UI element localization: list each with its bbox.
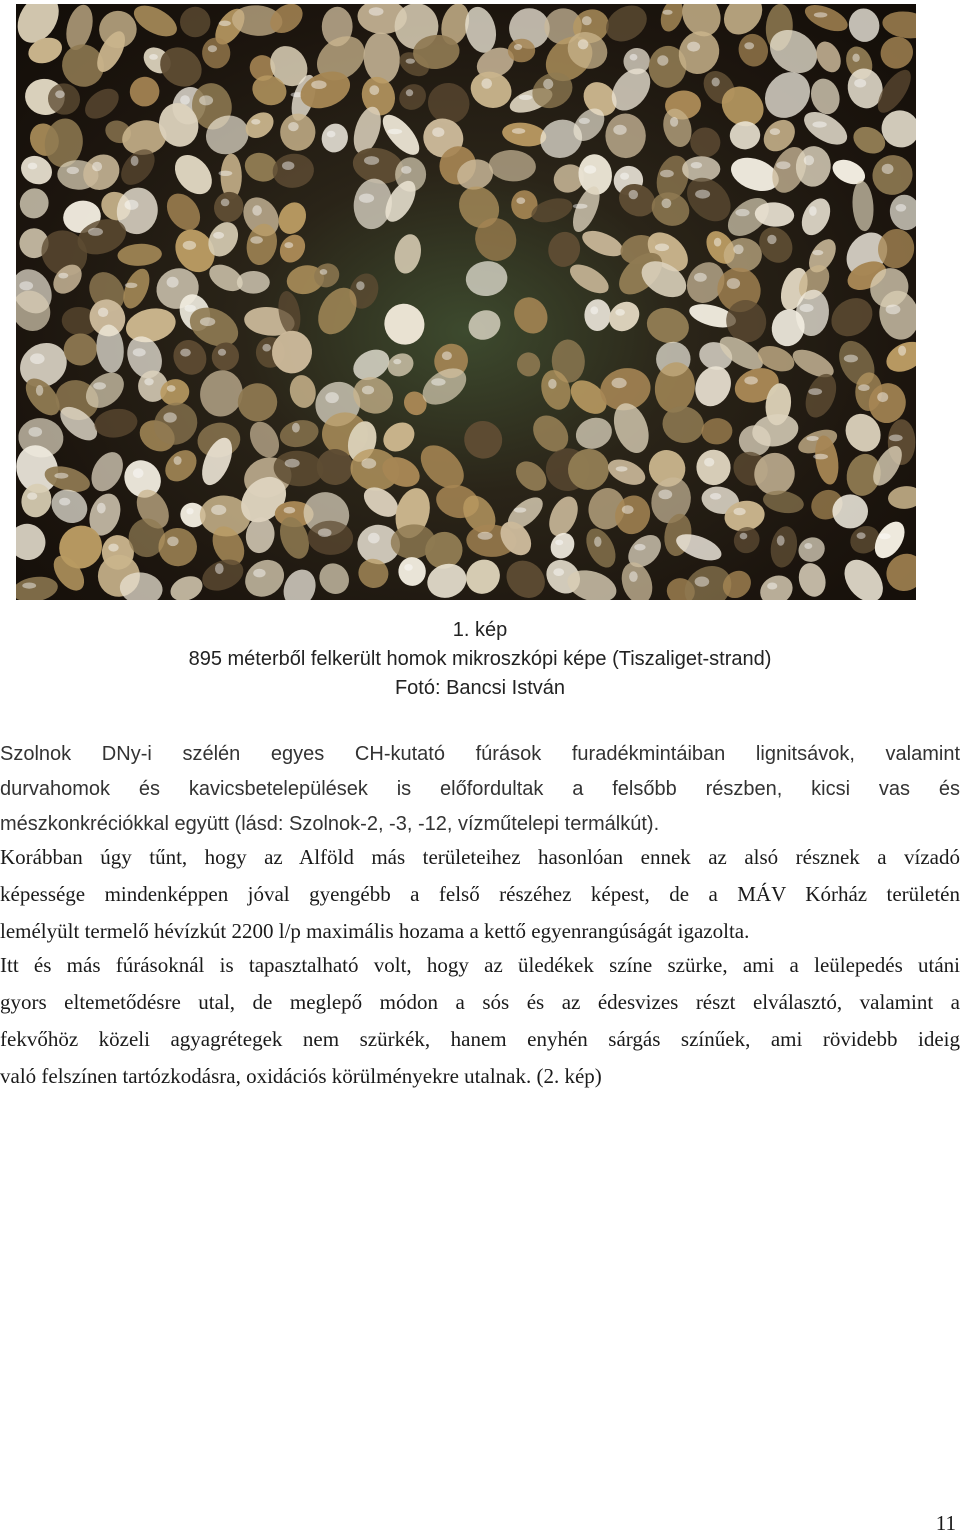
sand-grain (584, 299, 611, 332)
sand-grain (501, 120, 548, 149)
grain-highlight (812, 121, 826, 127)
sand-grain (837, 552, 891, 600)
grain-highlight (200, 317, 215, 326)
sand-grain (124, 71, 166, 113)
sand-grain (313, 558, 355, 600)
grain-highlight (735, 209, 749, 216)
grain-highlight (221, 199, 230, 207)
grain-highlight (579, 118, 590, 124)
grain-highlight (133, 468, 144, 478)
sand-grain (152, 39, 209, 94)
sand-grain (696, 449, 731, 486)
grain-highlight (886, 305, 901, 315)
grain-highlight (361, 458, 376, 468)
sand-grain (196, 366, 248, 421)
grain-highlight (854, 79, 866, 88)
grain-highlight (55, 90, 65, 98)
sand-grain (881, 9, 916, 41)
grain-highlight (704, 458, 714, 467)
grain-highlight (167, 537, 178, 547)
sand-grain (689, 360, 738, 412)
grain-highlight (813, 454, 828, 460)
sand-grain (394, 79, 431, 115)
grain-highlight (28, 163, 38, 170)
sand-grain (398, 556, 427, 586)
grain-highlight (320, 269, 328, 275)
sand-grain (279, 112, 317, 152)
sand-grain (685, 123, 725, 162)
sand-grain (728, 120, 761, 151)
grain-highlight (800, 304, 814, 312)
grain-highlight (186, 508, 193, 514)
grain-highlight (804, 543, 812, 549)
paragraph-2-line: képessége mindenképpen jóval gyengébb a felső részéhez képest, de a MÁV Kórház területén (0, 882, 960, 906)
sand-grain (271, 151, 316, 190)
grain-highlight (59, 498, 70, 506)
grain-highlight (877, 392, 888, 402)
paragraph-1-line: Szolnok DNy-i szélén egyes CH-kutató fúrások furadékmintáiban lignitsávok, valamint (0, 743, 960, 765)
grain-highlight (180, 95, 190, 104)
grain-highlight (250, 236, 263, 243)
sand-grain (384, 349, 418, 380)
grain-highlight (710, 493, 721, 500)
sand-grain (117, 243, 162, 267)
grain-highlight (555, 540, 563, 546)
grain-highlight (879, 533, 891, 539)
grain-highlight (131, 156, 139, 166)
sand-grain (508, 291, 554, 339)
grain-highlight (144, 378, 153, 385)
grain-highlight (629, 190, 638, 199)
grain-highlight (30, 353, 45, 364)
grain-highlight (543, 79, 553, 89)
sand-grain (167, 148, 219, 202)
sand-grain (464, 259, 510, 299)
sand-grain (463, 305, 505, 346)
grain-highlight (727, 278, 740, 289)
grain-highlight (594, 537, 601, 547)
grain-highlight (553, 568, 564, 576)
grain-highlight (770, 128, 780, 135)
grain-highlight (393, 359, 401, 364)
figure-number: 1. kép (452, 619, 508, 641)
grain-highlight (167, 277, 179, 288)
paragraph-1-line: durvahomok és kavicsbetelepülések is előfordultak a felsőbb részben, kicsi vas és (0, 778, 960, 800)
grain-highlight (804, 155, 814, 165)
grain-highlight (519, 95, 532, 100)
grain-highlight (740, 533, 748, 540)
grain-highlight (325, 392, 339, 403)
grain-highlight (852, 54, 859, 62)
grain-highlight (814, 12, 828, 17)
grain-highlight (808, 388, 822, 395)
sand-grain (565, 259, 613, 299)
sand-grain (603, 296, 645, 338)
sand-grain (851, 180, 875, 232)
grain-highlight (660, 170, 674, 178)
grain-highlight (670, 117, 678, 127)
grain-highlight (284, 507, 296, 514)
sand-grain (459, 553, 507, 600)
sand-grain (278, 565, 321, 600)
sand-grain (768, 524, 801, 569)
sand-grain (160, 187, 207, 236)
grain-highlight (767, 583, 777, 590)
grain-highlight (54, 473, 68, 479)
grain-highlight (213, 232, 224, 239)
grain-highlight (369, 7, 384, 16)
grain-highlight (432, 127, 444, 137)
sand-grain (580, 524, 621, 573)
paragraph-3-line: Itt és más fúrásoknál is tapasztalható volt, hogy az üledékek színe szürke, ami a leülepedés utáni (0, 953, 960, 977)
grain-highlight (629, 571, 638, 582)
sand-grain (510, 455, 552, 496)
grain-highlight (695, 577, 710, 587)
grain-highlight (806, 436, 818, 441)
grain-highlight (630, 54, 638, 61)
sand-grain (886, 192, 916, 234)
grain-highlight (776, 161, 790, 169)
grain-highlight (857, 532, 866, 539)
sand-grain (16, 517, 52, 567)
grain-highlight (199, 95, 213, 105)
sand-grain (457, 414, 509, 465)
grain-highlight (620, 173, 629, 180)
grain-highlight (208, 45, 217, 52)
grain-highlight (516, 197, 525, 204)
grain-highlight (292, 423, 300, 433)
page-number: 11 (935, 1511, 956, 1535)
grain-highlight (889, 435, 903, 442)
grain-highlight (98, 308, 108, 317)
grain-highlight (211, 505, 226, 515)
sand-grain (735, 31, 771, 70)
grain-highlight (896, 204, 907, 212)
grain-highlight (590, 306, 598, 314)
grain-highlight (442, 351, 452, 360)
grain-highlight (282, 161, 294, 170)
grain-highlight (712, 78, 720, 87)
sand-grain (244, 417, 285, 463)
sand-grain (604, 454, 649, 489)
grain-highlight (401, 166, 411, 174)
sand-grain (167, 572, 206, 600)
grain-highlight (634, 544, 645, 551)
grain-highlight (180, 349, 191, 357)
grain-highlight (251, 119, 260, 125)
grain-highlight (97, 503, 106, 514)
grain-highlight (616, 466, 628, 471)
grain-highlight (253, 569, 265, 578)
sand-grain (16, 184, 53, 222)
grain-highlight (514, 507, 527, 512)
grain-highlight (167, 385, 176, 392)
grain-highlight (406, 89, 413, 96)
grain-highlight (185, 305, 196, 312)
sand-grain (318, 120, 351, 155)
paragraph-2 (0, 839, 960, 950)
grain-highlight (767, 235, 776, 244)
grain-highlight (93, 382, 106, 389)
sand-grain (807, 75, 844, 118)
figure-description: 895 méterből felkerült homok mikroszkópi képe (Tiszaliget-strand) (188, 648, 772, 670)
sand-grain (546, 528, 579, 562)
sand-grain (700, 417, 733, 446)
sand-grain (361, 31, 402, 85)
grain-highlight (578, 39, 589, 49)
grain-highlight (622, 505, 634, 514)
sand-grain (274, 198, 312, 239)
grain-highlight (284, 242, 293, 248)
sand-grain (118, 265, 155, 312)
sand-grain (657, 4, 687, 34)
paragraph-2-line: lemélyült termelő hévízkút 2200 l/p maximális hozama a kettő egyenrangúságát igazolta. (0, 919, 750, 943)
grain-highlight (219, 21, 231, 27)
grain-highlight (163, 412, 176, 422)
sand-grain (579, 226, 627, 262)
grain-highlight (356, 281, 364, 290)
sand-grain (571, 413, 616, 454)
grain-highlight (573, 204, 588, 209)
sand-grain (794, 533, 828, 566)
sand-grain (209, 187, 249, 228)
sand-grain (16, 574, 60, 600)
grain-highlight (662, 199, 672, 209)
grain-highlight (67, 167, 79, 174)
grain-highlight (252, 205, 262, 215)
sand-grain (795, 560, 830, 600)
sand-grain (391, 232, 424, 276)
sand-grain (716, 4, 770, 42)
grain-highlight (691, 162, 702, 168)
grain-highlight (19, 281, 33, 290)
grain-highlight (368, 533, 380, 544)
sand-grain (599, 4, 653, 49)
grain-highlight (318, 528, 332, 537)
grain-highlight (695, 190, 710, 199)
sand-grain (846, 6, 883, 45)
grain-highlight (327, 131, 336, 138)
grain-highlight (406, 59, 415, 64)
grain-highlight (898, 346, 906, 356)
grain-highlight (714, 238, 721, 247)
sand-grain (488, 148, 537, 182)
sand-grain (237, 383, 278, 423)
sand-grain (423, 559, 472, 600)
grain-highlight (478, 532, 493, 540)
grain-highlight (125, 283, 138, 288)
grain-highlight (369, 85, 379, 95)
grain-highlight (262, 344, 271, 352)
grain-highlight (655, 244, 669, 252)
sand-grain (887, 485, 916, 511)
grain-highlight (744, 376, 758, 384)
sand-grain (271, 329, 314, 374)
grain-highlight (219, 171, 233, 176)
grain-highlight (777, 535, 785, 545)
sand-grain (466, 66, 517, 114)
grain-highlight (108, 544, 118, 552)
sand-grain (643, 303, 693, 348)
paragraph-3-line: gyors eltemetődésre utal, de meglepő módon a sós és az édesvizes részt elválasztó, valamint a (0, 990, 960, 1014)
sand-grain (175, 4, 215, 42)
paragraph-1 (0, 737, 960, 842)
grain-highlight (92, 162, 102, 172)
sand-micrograph-photo (16, 4, 916, 600)
sand-grain (796, 194, 836, 240)
grain-highlight (612, 378, 627, 388)
sand-grain (238, 552, 291, 600)
grain-highlight (387, 129, 402, 134)
grain-highlight (174, 456, 182, 465)
grain-highlight (88, 228, 103, 236)
sand-grain (93, 406, 140, 440)
grain-highlight (36, 385, 43, 396)
grain-highlight (404, 564, 413, 571)
sand-grain (129, 4, 182, 43)
paragraph-3-line: fekvőhöz közeli agyagrétegek nem szürkék, hanem enyhén sárgás színűek, ami rövidebb ideig (0, 1027, 960, 1051)
paragraph-2-line: Korábban úgy tűnt, hogy az Alföld más területeihez hasonlóan ennek az alsó résznek a vízadó (0, 845, 960, 869)
paragraph-3 (0, 947, 960, 1095)
grain-highlight (27, 492, 37, 499)
grain-highlight (311, 80, 326, 89)
figure-credit: Fotó: Bancsi István (394, 677, 566, 699)
grain-highlight (285, 459, 300, 468)
sand-grain (881, 336, 916, 378)
grain-highlight (809, 206, 817, 216)
sand-grain (864, 147, 916, 203)
grain-highlight (215, 563, 224, 574)
sand-grain (499, 553, 552, 600)
grain-highlight (362, 386, 374, 395)
grain-highlight (858, 384, 870, 391)
grain-highlight (844, 355, 858, 363)
grain-highlight (734, 508, 746, 516)
sand-grain (76, 147, 127, 197)
sand-grain (832, 494, 868, 528)
grain-highlight (359, 194, 374, 203)
grain-highlight (687, 42, 700, 52)
grain-highlight (133, 348, 146, 356)
sand-grain (545, 229, 584, 271)
grain-highlight (58, 273, 68, 279)
sand-grain (277, 416, 321, 450)
paragraph-1-line: mészkonkréciókkal együtt (lásd: Szolnok-2, -3, -12, vízműtelepi termálkút). (0, 813, 660, 835)
grain-highlight (288, 122, 299, 131)
grain-highlight (694, 273, 707, 282)
sand-grain (85, 447, 129, 497)
sand-grain (515, 350, 543, 379)
grain-highlight (657, 55, 668, 65)
grain-highlight (882, 164, 894, 174)
grain-highlight (663, 10, 673, 15)
grain-highlight (183, 241, 196, 250)
grain-highlight (125, 200, 139, 210)
sand-grain (605, 113, 646, 158)
grain-highlight (481, 78, 492, 88)
grain-highlight (149, 54, 158, 60)
sand-grain (62, 332, 98, 367)
grain-highlight (744, 42, 754, 49)
sand-grains-illustration (16, 4, 916, 600)
sand-grain (287, 373, 318, 410)
grain-highlight (615, 309, 625, 316)
sand-grain (824, 290, 880, 344)
sand-grain (377, 297, 431, 351)
sand-grain (45, 483, 94, 530)
sand-grain (801, 4, 851, 37)
grain-highlight (582, 16, 592, 25)
grain-highlight (514, 44, 522, 50)
grain-highlight (431, 378, 445, 386)
sand-grain (79, 83, 124, 125)
grain-highlight (584, 165, 596, 173)
grain-highlight (364, 156, 379, 165)
grain-highlight (733, 245, 743, 255)
grain-highlight (512, 128, 525, 134)
paragraph-3-line: való felszínen tartózkodásra, oxidációs körülményekre utalnak. (2. kép) (0, 1064, 602, 1088)
sand-grain (275, 230, 310, 267)
sand-grain (800, 369, 842, 422)
grain-highlight (22, 583, 36, 589)
sand-grain (237, 271, 270, 294)
grain-highlight (658, 490, 672, 500)
grain-highlight (812, 250, 823, 255)
grain-highlight (29, 427, 43, 437)
grain-highlight (218, 349, 226, 356)
grain-highlight (548, 379, 556, 389)
grain-highlight (613, 125, 626, 135)
